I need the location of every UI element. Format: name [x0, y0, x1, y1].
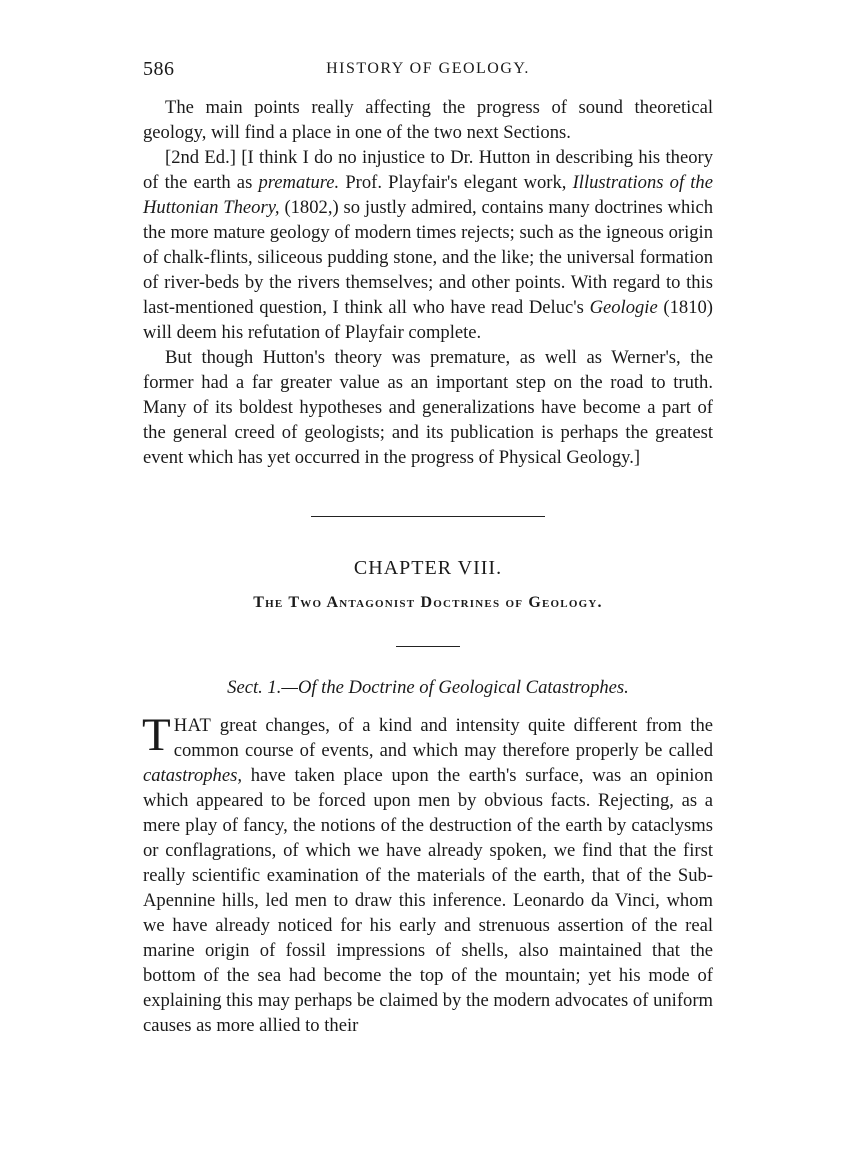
- chapter-divider-rule: [396, 646, 460, 647]
- running-title: HISTORY OF GEOLOGY.: [326, 60, 530, 77]
- chapter-title: CHAPTER VIII.: [353, 557, 503, 579]
- drop-cap: T: [142, 709, 171, 761]
- book-page: [143, 58, 713, 1038]
- book-title: Illustrations of the Huttonian Theory,: [143, 172, 713, 218]
- section-title: Of the Doctrine of Geological Catastrophes.: [297, 677, 629, 698]
- paragraph-main-points: [143, 95, 713, 145]
- section-label: Sect. 1.: [227, 677, 282, 698]
- italic-term: premature.: [258, 172, 340, 193]
- section-divider-rule: [311, 516, 545, 517]
- paragraph-text: (1802,) so justly admired, contains many doctrines which the more mature geology of modern times rejects; such as the igneous origin of chalk-flints, siliceous pudding stone, and the like; the universal formation of river-beds by the rivers themselves; and other points. With regard to this last-mentioned question, I think all who have read Deluc's: [143, 197, 713, 318]
- paragraph-text: have taken place upon the earth's surface, was an opinion which appeared to be forced upon men by obvious facts. Rejecting, as a mere play of fancy, the notions of the destruction of the earth by cataclysms or conflagrations, of which we have already spoken, we find that the first really scientific examination of the materials of the earth, that of the Sub-Apennine hills, led men to draw this inference. Leonardo da Vinci, whom we have already noticed for his early and strenuous assertion of the real marine origin of fossil impressions of shells, also maintained that the bottom of the sea had become the top of the mountain; yet his mode of explaining this may perhaps be claimed by the modern advocates of uniform causes as more allied to their: [143, 765, 713, 1036]
- italic-term: catastrophes,: [143, 765, 242, 786]
- section-heading: [143, 677, 713, 699]
- book-title: Geologie: [589, 297, 658, 318]
- paragraph-text: (1810) will deem his refutation of Playfair complete.: [143, 297, 713, 343]
- page-number: 586: [143, 58, 175, 80]
- paragraph-text: But though Hutton's theory was premature, as well as Werner's, the former had a far greater value as an important step on the road to truth. Many of its boldest hypotheses and generalizations have become a part of the general creed of geologists; and its publication is perhaps the greatest event which has yet occurred in the progress of Physical Geology.]: [143, 347, 713, 468]
- paragraph-hutton-premature: [143, 145, 713, 345]
- paragraph-text: [2nd Ed.] [I think I do no injustice to Dr. Hutton in describing his theory of the earth as: [143, 147, 713, 193]
- chapter-subtitle: The Two Antagonist Doctrines of Geology.: [253, 594, 603, 611]
- paragraph-text: Prof. Playfair's elegant work,: [339, 172, 573, 193]
- paragraph-catastrophes: [142, 709, 713, 1038]
- paragraph-text: The main points really affecting the progress of sound theoretical geology, will find a place in one of the two next Sections.: [143, 97, 713, 143]
- paragraph-text: great changes, of a kind and intensity quite different from the common course of events, and which may therefore properly be called: [173, 715, 713, 761]
- running-head: [143, 58, 713, 88]
- section-dash: —: [281, 677, 298, 698]
- lead-word: HAT: [173, 715, 212, 736]
- paragraph-hutton-werner: [143, 345, 713, 470]
